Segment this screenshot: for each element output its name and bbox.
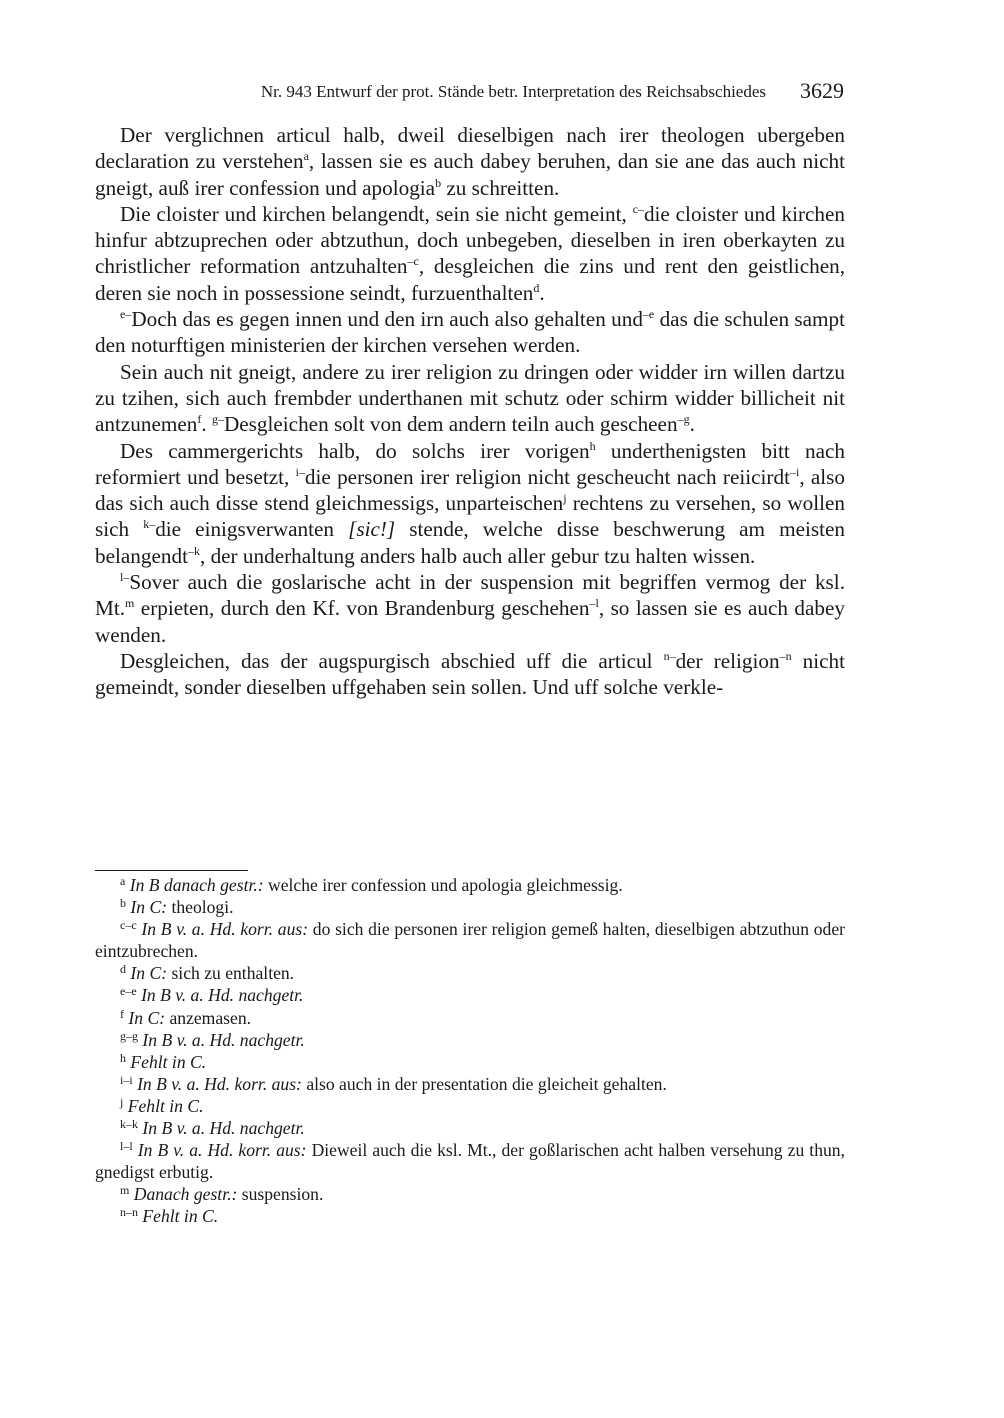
footnote: $^{g-g}$ In B v. a. Hd. nachgetr. xyxy=(120,1028,305,1050)
footnote: $^{k-k}$ In B v. a. Hd. nachgetr. xyxy=(120,1117,305,1139)
footnote: $^{n-n}$ Fehlt in C. xyxy=(120,1205,219,1227)
page-number: 3629 xyxy=(800,78,844,103)
paragraph-1: Der verglichnen articul halb, dweil dieselbigen nach irer theologen ubergeben declaration zu verstehen$^a$, lassen sie es auch dabey beruhen, dan sie ane das auch nicht gneigt, auß irer confession und apologia$^b$ zu schreitten. xyxy=(95,123,845,200)
footnote-ref: –i xyxy=(789,464,800,479)
footnote-ref: m xyxy=(125,596,135,611)
footnote: $^d$ In C: sich zu enthalten. xyxy=(120,962,295,984)
footnote: $^{e-e}$ In B v. a. Hd. nachgetr. xyxy=(120,984,304,1006)
paragraph-5: Des cammergerichts halb, do solchs irer vorigen$^h$ underthenigsten bitt nach reformiert und besetzt, $^{i-}$die personen irer religion nicht gescheucht nach reiicirdt$^{-i}$, also das sich auch disse stend gleichmessigs, unparteischen$^j$ rechtens zu versehen, so wollen sich $^{k-}$die einigsverwanten [sic!] stende, welche disse beschwerung am meisten belangendt$^{-k}$, der underhaltung anders halb auch aller gebur tzu halten wissen. xyxy=(95,438,846,568)
footnote: $^{l-l}$ In B v. a. Hd. korr. aus: Dieweil auch die ksl. Mt., der goßlarischen acht halben versehung zu thun, gnedigst erbutig. xyxy=(95,1139,845,1183)
footnote: $^{c-c}$ In B v. a. Hd. korr. aus: do sich die personen irer religion gemeß halten, dieselbigen abtzuthun oder eintzubrechen. xyxy=(95,918,845,962)
footnote-ref: i– xyxy=(295,464,305,479)
editorial-note: [sic!] xyxy=(348,517,396,542)
footnote-ref: d xyxy=(533,280,540,295)
footnote-ref: –n xyxy=(779,648,792,663)
footnote: $^{i-i}$ In B v. a. Hd. korr. aus: also auch in der presentation die gleicheit gehalten. xyxy=(120,1072,667,1094)
footnote-ref: –k xyxy=(187,543,200,558)
footnote-ref: l– xyxy=(120,570,130,585)
footnote: $^m$ Danach gestr.: suspension. xyxy=(120,1183,324,1205)
paragraph-7: Desgleichen, das der augspurgisch abschied uff die articul $^{n-}$der religion$^{-n}$ nicht gemeindt, sonder dieselben uffgehaben sein sollen. Und uff solche verkle- xyxy=(95,648,845,700)
footnote-ref: b xyxy=(435,175,442,190)
footnote: $^h$ Fehlt in C. xyxy=(120,1050,207,1072)
running-title: Nr. 943 Entwurf der prot. Stände betr. Interpretation des Reichsabschiedes xyxy=(260,82,766,101)
footnote-ref: c– xyxy=(632,201,644,216)
footnote-separator xyxy=(95,870,248,871)
running-header xyxy=(96,80,844,110)
footnote-ref: –l xyxy=(589,596,599,611)
footnote-ref: f xyxy=(197,412,202,427)
footnote-ref: –g xyxy=(677,412,690,427)
main-text xyxy=(95,122,845,701)
footnote: $^a$ In B danach gestr.: welche irer confession und apologia gleichmessig. xyxy=(120,874,623,895)
paragraph-6: $^{l-}$Sover auch die goslarische acht in der suspension mit begriffen vermog der ksl. Mt.$^m$ erpieten, durch den Kf. von Brandenburg geschehen$^{-l}$, so lassen sie es auch dabey wenden. xyxy=(95,570,846,647)
footnote-ref: k– xyxy=(143,517,156,532)
footnote-ref: h xyxy=(589,438,596,453)
footnote-ref: e– xyxy=(120,307,132,322)
footnote-ref: –c xyxy=(407,254,419,269)
footnote: $^f$ In C: anzemasen. xyxy=(120,1006,252,1028)
footnote-ref: g– xyxy=(211,412,224,427)
paragraph-3: $^{e-}$Doch das es gegen innen und den irn auch also gehalten und$^{-e}$ das die schulen sampt den noturftigen ministerien der kirchen versehen werden. xyxy=(95,307,846,358)
footnote: $^b$ In C: theologi. xyxy=(120,896,234,918)
footnote: $^j$ Fehlt in C. xyxy=(120,1094,204,1116)
footnote-ref: n– xyxy=(663,648,676,663)
paragraph-2: Die cloister und kirchen belangendt, sein sie nicht gemeint, $^{c-}$die cloister und kirchen hinfur abtzuprechen oder abtzuthun, doch unbegeben, dieselben in iren oberkayten zu christlicher reformation antzuhalten$^{-c}$, desgleichen die zins und rent den geistlichen, deren sie noch in possessione seindt, furzuenthalten$^d$. xyxy=(95,201,846,305)
footnote-ref: –e xyxy=(642,307,655,322)
footnote-ref: j xyxy=(563,491,567,506)
paragraph-4: Sein auch nit gneigt, andere zu irer religion zu dringen oder widder irn willen dartzu zu tzihen, sich auch frembder underthanen mit schutz oder schirm widder billicheit nit antzunemen$^f$. $^{g-}$Desgleichen solt von dem andern teiln auch gescheen$^{-g}$. xyxy=(95,359,845,437)
footnotes xyxy=(95,874,845,1228)
footnote-ref: a xyxy=(303,149,309,164)
